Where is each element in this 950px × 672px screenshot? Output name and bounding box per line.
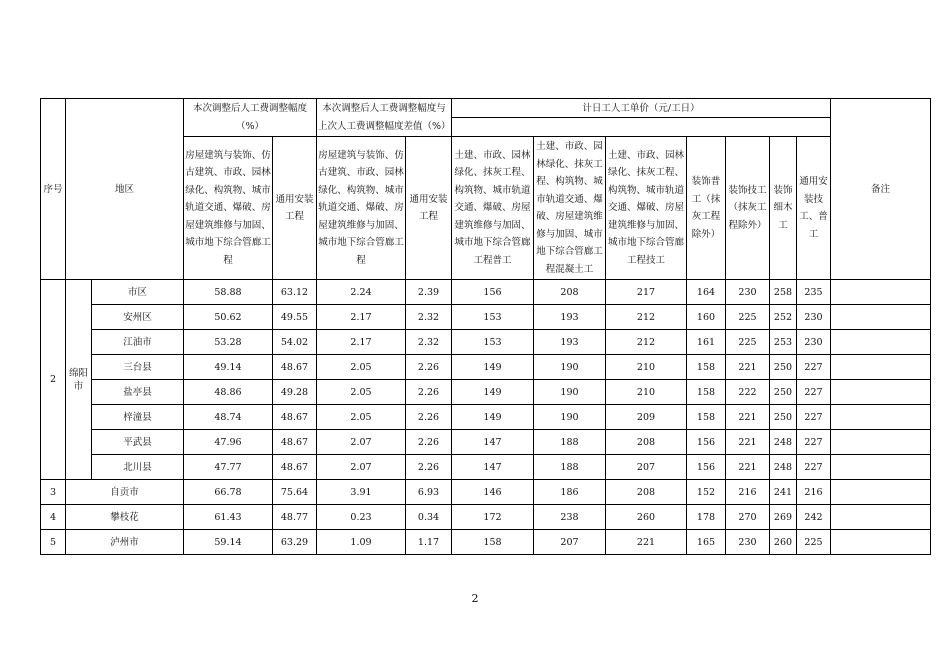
district-name: 市区 [92,280,184,305]
cell-k: 235 [797,280,831,305]
district-name: 梓潼县 [92,405,184,430]
header-seq: 序号 [41,99,66,280]
cell-i: 221 [726,405,770,430]
cell-e: 172 [452,505,534,530]
cell-i: 230 [726,530,770,555]
cell-k: 242 [797,505,831,530]
cell-k: 230 [797,330,831,355]
cell-i: 221 [726,430,770,455]
table-body [41,99,931,555]
remark-cell [831,305,931,330]
header-col-e: 土建、市政、园林绿化、抹灰工程、构筑物、城市轨道交通、爆破、房屋建筑维修与加固、城市地下综合管廊工程普工 [452,137,534,280]
header-col-g: 土建、市政、园林绿化、抹灰工程、构筑物、城市轨道交通、爆破、房屋建筑维修与加固、城市地下综合管廊工程技工 [606,137,687,280]
table-row [41,480,931,505]
table-row [41,330,931,355]
remark-cell [831,455,931,480]
cell-e: 158 [452,530,534,555]
remark-cell [831,330,931,355]
cell-i: 221 [726,455,770,480]
cell-b: 63.12 [273,280,317,305]
district-name: 安州区 [92,305,184,330]
cell-d: 2.26 [406,380,452,405]
remark-cell [831,430,931,455]
cell-a: 59.14 [184,530,273,555]
cell-k: 227 [797,355,831,380]
cell-c: 2.24 [317,280,406,305]
remark-cell [831,380,931,405]
cell-h: 156 [687,455,726,480]
cell-g: 217 [606,280,687,305]
table-row [41,430,931,455]
cell-g: 208 [606,480,687,505]
cell-d: 2.26 [406,430,452,455]
cell-h: 160 [687,305,726,330]
cell-c: 2.17 [317,330,406,355]
city-name: 泸州市 [66,530,184,555]
cell-c: 2.17 [317,305,406,330]
remark-cell [831,505,931,530]
cell-g: 260 [606,505,687,530]
cell-i: 216 [726,480,770,505]
cell-b: 63.29 [273,530,317,555]
row-seq: 2 [41,280,66,480]
cell-e: 156 [452,280,534,305]
cell-f: 186 [534,480,606,505]
cell-d: 2.32 [406,305,452,330]
cell-j: 250 [770,405,797,430]
cell-c: 2.05 [317,405,406,430]
cell-f: 238 [534,505,606,530]
cell-i: 225 [726,305,770,330]
cell-e: 153 [452,330,534,355]
cell-k: 225 [797,530,831,555]
cell-g: 212 [606,330,687,355]
labor-price-table [40,98,931,555]
cell-i: 221 [726,355,770,380]
remark-cell [831,480,931,505]
cell-b: 48.67 [273,405,317,430]
cell-b: 48.67 [273,355,317,380]
cell-j: 241 [770,480,797,505]
cell-i: 270 [726,505,770,530]
header-col-k: 通用安装技工、普工 [797,137,831,280]
cell-a: 47.96 [184,430,273,455]
city-name: 攀枝花 [66,505,184,530]
cell-e: 149 [452,405,534,430]
cell-j: 260 [770,530,797,555]
cell-f: 190 [534,380,606,405]
cell-a: 58.88 [184,280,273,305]
cell-e: 147 [452,430,534,455]
cell-h: 165 [687,530,726,555]
cell-f: 188 [534,455,606,480]
district-name: 盐亭县 [92,380,184,405]
cell-f: 188 [534,430,606,455]
cell-a: 48.74 [184,405,273,430]
cell-a: 47.77 [184,455,273,480]
cell-f: 208 [534,280,606,305]
cell-f: 193 [534,330,606,355]
cell-c: 0.23 [317,505,406,530]
cell-a: 61.43 [184,505,273,530]
remark-cell [831,280,931,305]
cell-b: 48.67 [273,430,317,455]
cell-e: 149 [452,355,534,380]
cell-k: 216 [797,480,831,505]
table-row [41,405,931,430]
cell-a: 50.62 [184,305,273,330]
cell-d: 2.26 [406,355,452,380]
cell-b: 75.64 [273,480,317,505]
district-name: 北川县 [92,455,184,480]
table-row [41,530,931,555]
table-row [41,505,931,530]
cell-g: 210 [606,380,687,405]
cell-k: 227 [797,380,831,405]
header-adjusted-rate: 本次调整后人工费调整幅度（%） [184,99,317,137]
cell-h: 158 [687,380,726,405]
cell-k: 230 [797,305,831,330]
cell-g: 212 [606,305,687,330]
table-row [41,455,931,480]
cell-j: 248 [770,430,797,455]
district-name: 平武县 [92,430,184,455]
cell-c: 1.09 [317,530,406,555]
cell-d: 2.32 [406,330,452,355]
table-row [41,305,931,330]
cell-j: 253 [770,330,797,355]
header-col-a: 房屋建筑与装饰、仿古建筑、市政、园林绿化、构筑物、城市轨道交通、爆破、房屋建筑维修与加固、城市地下综合管廊工程 [184,137,273,280]
header-row-1 [41,99,931,118]
cell-j: 250 [770,380,797,405]
table-row [41,280,931,305]
cell-d: 6.93 [406,480,452,505]
cell-e: 153 [452,305,534,330]
cell-k: 227 [797,405,831,430]
remark-cell [831,355,931,380]
row-seq: 5 [41,530,66,555]
cell-g: 208 [606,430,687,455]
cell-d: 2.39 [406,280,452,305]
cell-g: 207 [606,455,687,480]
cell-g: 221 [606,530,687,555]
cell-d: 1.17 [406,530,452,555]
header-spacer [452,118,831,137]
cell-d: 2.26 [406,455,452,480]
cell-j: 248 [770,455,797,480]
cell-h: 164 [687,280,726,305]
cell-c: 2.07 [317,430,406,455]
cell-i: 230 [726,280,770,305]
header-col-c: 房屋建筑与装饰、仿古建筑、市政、园林绿化、构筑物、城市轨道交通、爆破、房屋建筑维修与加固、城市地下综合管廊工程 [317,137,406,280]
cell-b: 48.77 [273,505,317,530]
remark-cell [831,530,931,555]
header-col-f: 土建、市政、园林绿化、抹灰工程、构筑物、城市轨道交通、爆破、房屋建筑维修与加固、城市地下综合管廊工程混凝土工 [534,137,606,280]
header-col-d: 通用安装工程 [406,137,452,280]
cell-j: 258 [770,280,797,305]
cell-h: 178 [687,505,726,530]
cell-g: 209 [606,405,687,430]
header-rate-diff: 本次调整后人工费调整幅度与上次人工费调整幅度差值（%） [317,99,452,137]
cell-j: 252 [770,305,797,330]
district-name: 江油市 [92,330,184,355]
cell-e: 147 [452,455,534,480]
cell-a: 49.14 [184,355,273,380]
cell-e: 149 [452,380,534,405]
row-seq: 3 [41,480,66,505]
cell-i: 222 [726,380,770,405]
cell-f: 190 [534,355,606,380]
cell-j: 269 [770,505,797,530]
header-col-h: 装饰普工（抹灰工程除外） [687,137,726,280]
header-region: 地区 [66,99,184,280]
cell-k: 227 [797,455,831,480]
cell-g: 210 [606,355,687,380]
cell-f: 190 [534,405,606,430]
cell-k: 227 [797,430,831,455]
cell-b: 49.55 [273,305,317,330]
cell-f: 193 [534,305,606,330]
cell-b: 48.67 [273,455,317,480]
cell-c: 2.07 [317,455,406,480]
table-row [41,380,931,405]
header-col-i: 装饰技工（抹灰工程除外） [726,137,770,280]
cell-b: 49.28 [273,380,317,405]
cell-a: 48.86 [184,380,273,405]
cell-c: 2.05 [317,355,406,380]
cell-h: 156 [687,430,726,455]
table-row [41,355,931,380]
cell-h: 161 [687,330,726,355]
cell-f: 207 [534,530,606,555]
cell-d: 0.34 [406,505,452,530]
district-name: 三台县 [92,355,184,380]
page-number: 2 [471,592,479,605]
city-name: 绵阳市 [66,280,92,480]
cell-b: 54.02 [273,330,317,355]
cell-d: 2.26 [406,405,452,430]
header-daily-price: 计日工人工单价（元/工日） [452,99,831,118]
remark-cell [831,405,931,430]
cell-j: 250 [770,355,797,380]
header-col-j: 装饰细木工 [770,137,797,280]
cell-e: 146 [452,480,534,505]
cell-a: 66.78 [184,480,273,505]
cell-c: 2.05 [317,380,406,405]
header-remark: 备注 [831,99,931,280]
cell-a: 53.28 [184,330,273,355]
row-seq: 4 [41,505,66,530]
cell-h: 158 [687,355,726,380]
city-name: 自贡市 [66,480,184,505]
header-col-b: 通用安装工程 [273,137,317,280]
cell-i: 225 [726,330,770,355]
cell-c: 3.91 [317,480,406,505]
cell-h: 158 [687,405,726,430]
cell-h: 152 [687,480,726,505]
